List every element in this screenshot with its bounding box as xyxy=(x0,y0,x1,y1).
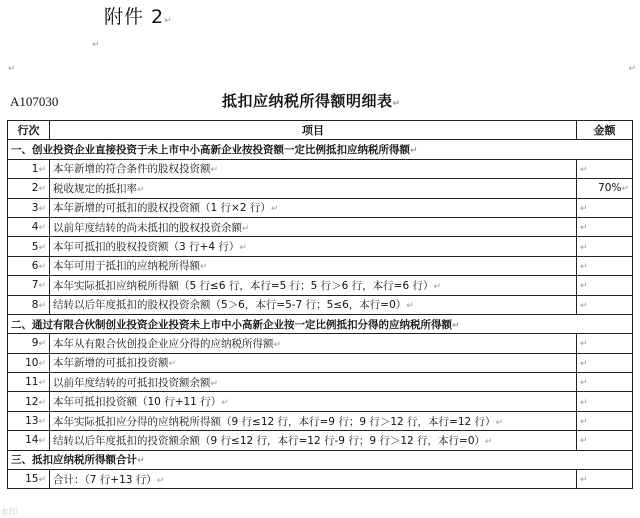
table-row xyxy=(8,353,633,372)
row-amount[interactable] xyxy=(577,373,633,392)
paragraph-mark: ↵ xyxy=(433,281,442,292)
paragraph-mark: ↵ xyxy=(38,281,46,292)
table-row xyxy=(8,179,633,198)
section-title: 三、抵扣应纳税所得额合计↵ xyxy=(8,450,633,469)
paragraph-mark: ↵ xyxy=(38,436,46,447)
row-amount[interactable] xyxy=(577,411,633,430)
attachment-label: 附件 2↵ xyxy=(104,6,173,28)
row-number: 11↵ xyxy=(8,373,50,392)
row-item: 结转以后年度抵扣的股权投资余额（5＞6，本行=5-7 行；5≤6，本行=0）↵ xyxy=(50,295,577,314)
row-item: 结转以后年度抵扣的投资额余额（9 行≤12 行，本行=12 行-9 行；9 行＞12 行，本行=0）↵ xyxy=(50,431,577,450)
row-item: 本年新增的符合条件的股权投资额↵ xyxy=(50,159,577,178)
paragraph-mark: ↵ xyxy=(580,281,588,292)
table-row xyxy=(8,237,633,256)
paragraph-mark: ↵ xyxy=(580,203,588,214)
row-item: 本年可抵扣投资额（10 行+11 行）↵ xyxy=(50,392,577,411)
section-row xyxy=(8,450,633,469)
paragraph-mark: ↵ xyxy=(137,184,145,195)
section-row xyxy=(8,314,633,333)
table-row xyxy=(8,431,633,450)
row-amount[interactable] xyxy=(577,276,633,295)
paragraph-mark: ↵ xyxy=(38,203,46,214)
paragraph-mark: ↵ xyxy=(8,64,16,74)
paragraph-mark: ↵ xyxy=(628,64,636,74)
section-title: 二、通过有限合伙制创业投资企业投资未上市中小高新企业按一定比例抵扣分得的应纳税所得额↵ xyxy=(8,314,633,333)
paragraph-mark: ↵ xyxy=(210,165,219,176)
table-row xyxy=(8,470,633,489)
paragraph-mark: ↵ xyxy=(580,242,588,253)
row-number: 7↵ xyxy=(8,276,50,295)
paragraph-mark: ↵ xyxy=(92,40,100,50)
row-item: 本年从有限合伙创投企业应分得的应纳税所得额↵ xyxy=(50,334,577,353)
section-title: 一、创业投资企业直接投资于未上市中小高新企业按投资额一定比例抵扣应纳税所得额↵ xyxy=(8,140,633,159)
paragraph-mark: ↵ xyxy=(452,320,460,331)
table-row xyxy=(8,392,633,411)
paragraph-mark: ↵ xyxy=(580,475,588,486)
table-title: 抵扣应纳税所得额明细表↵ xyxy=(222,92,401,110)
row-number: 8↵ xyxy=(8,295,50,314)
table-row xyxy=(8,159,633,178)
row-amount[interactable] xyxy=(577,334,633,353)
paragraph-mark: ↵ xyxy=(273,339,282,350)
row-amount[interactable] xyxy=(577,198,633,217)
row-item: 本年实际抵扣应分得的应纳税所得额（9 行≤12 行，本行=9 行；9 行＞12 行，本行=12 行）↵ xyxy=(50,411,577,430)
column-header-row-no: 行次 xyxy=(8,121,50,140)
paragraph-mark: ↵ xyxy=(580,339,588,350)
paragraph-mark: ↵ xyxy=(38,417,46,428)
row-amount[interactable] xyxy=(577,353,633,372)
paragraph-mark: ↵ xyxy=(38,378,46,389)
paragraph-mark: ↵ xyxy=(239,243,247,254)
paragraph-mark: ↵ xyxy=(392,99,401,109)
paragraph-mark: ↵ xyxy=(38,223,46,234)
row-amount[interactable] xyxy=(577,392,633,411)
paragraph-mark: ↵ xyxy=(580,300,588,311)
row-number: 12↵ xyxy=(8,392,50,411)
paragraph-mark: ↵ xyxy=(580,397,588,408)
column-header-amount: 金额 xyxy=(577,121,633,140)
deduction-detail-table xyxy=(7,120,633,489)
paragraph-mark: ↵ xyxy=(242,223,250,234)
watermark: 水印 xyxy=(0,508,19,518)
paragraph-mark: ↵ xyxy=(495,417,504,428)
row-number: 3↵ xyxy=(8,198,50,217)
paragraph-mark: ↵ xyxy=(270,204,279,215)
paragraph-mark: ↵ xyxy=(580,164,588,175)
row-item: 本年可抵扣的股权投资额（3 行+4 行）↵ xyxy=(50,237,577,256)
row-number: 4↵ xyxy=(8,217,50,236)
paragraph-mark: ↵ xyxy=(38,475,46,486)
row-number: 14↵ xyxy=(8,431,50,450)
paragraph-mark: ↵ xyxy=(156,475,165,486)
row-item: 本年实际抵扣应纳税所得额（5 行≤6 行，本行=5 行；5 行＞6 行，本行=6 行）↵ xyxy=(50,276,577,295)
paragraph-mark: ↵ xyxy=(38,358,46,369)
table-body xyxy=(8,140,633,489)
paragraph-mark: ↵ xyxy=(580,261,588,272)
row-amount[interactable] xyxy=(577,237,633,256)
row-amount[interactable] xyxy=(577,159,633,178)
paragraph-mark: ↵ xyxy=(210,378,219,389)
paragraph-mark: ↵ xyxy=(580,436,588,447)
column-header-item: 项目 xyxy=(50,121,577,140)
row-item: 本年新增的可抵扣的股权投资额（1 行×2 行）↵ xyxy=(50,198,577,217)
table-row xyxy=(8,198,633,217)
row-amount[interactable]: 70%↵ xyxy=(577,179,633,198)
row-amount[interactable] xyxy=(577,470,633,489)
table-row xyxy=(8,276,633,295)
paragraph-mark: ↵ xyxy=(200,262,208,273)
paragraph-mark: ↵ xyxy=(221,398,229,409)
row-amount[interactable] xyxy=(577,295,633,314)
paragraph-mark: ↵ xyxy=(168,359,177,370)
row-amount[interactable] xyxy=(577,217,633,236)
paragraph-mark: ↵ xyxy=(38,184,46,195)
row-number: 1↵ xyxy=(8,159,50,178)
paragraph-mark: ↵ xyxy=(621,184,629,195)
table-row xyxy=(8,295,633,314)
row-number: 10↵ xyxy=(8,353,50,372)
paragraph-mark: ↵ xyxy=(406,301,414,312)
paragraph-mark: ↵ xyxy=(38,397,46,408)
row-number: 2↵ xyxy=(8,179,50,198)
row-item: 以前年度结转的尚未抵扣的股权投资余额↵ xyxy=(50,217,577,236)
paragraph-mark: ↵ xyxy=(580,358,588,369)
row-number: 5↵ xyxy=(8,237,50,256)
table-row xyxy=(8,373,633,392)
paragraph-mark: ↵ xyxy=(137,456,145,467)
form-code: A107030 xyxy=(10,94,59,109)
paragraph-mark: ↵ xyxy=(580,223,588,234)
row-number: 6↵ xyxy=(8,256,50,275)
paragraph-mark: ↵ xyxy=(38,261,46,272)
table-row xyxy=(8,256,633,275)
row-item: 合计：（7 行+13 行）↵ xyxy=(50,470,577,489)
paragraph-mark: ↵ xyxy=(38,164,46,175)
paragraph-mark: ↵ xyxy=(38,339,46,350)
row-number: 9↵ xyxy=(8,334,50,353)
paragraph-mark: ↵ xyxy=(580,378,588,389)
paragraph-mark: ↵ xyxy=(580,417,588,428)
table-row xyxy=(8,334,633,353)
paragraph-mark: ↵ xyxy=(485,436,493,447)
row-amount[interactable] xyxy=(577,256,633,275)
row-number: 15↵ xyxy=(8,470,50,489)
section-row xyxy=(8,140,633,159)
paragraph-mark: ↵ xyxy=(38,300,46,311)
table-row xyxy=(8,217,633,236)
table-row xyxy=(8,411,633,430)
row-amount[interactable] xyxy=(577,431,633,450)
row-item: 税收规定的抵扣率↵ xyxy=(50,179,577,198)
header-row xyxy=(8,121,633,140)
paragraph-mark: ↵ xyxy=(410,146,418,157)
row-item: 本年可用于抵扣的应纳税所得额↵ xyxy=(50,256,577,275)
paragraph-mark: ↵ xyxy=(38,242,46,253)
paragraph-mark: ↵ xyxy=(164,16,173,26)
row-item: 本年新增的可抵扣投资额↵ xyxy=(50,353,577,372)
row-number: 13↵ xyxy=(8,411,50,430)
row-item: 以前年度结转的可抵扣投资额余额↵ xyxy=(50,373,577,392)
